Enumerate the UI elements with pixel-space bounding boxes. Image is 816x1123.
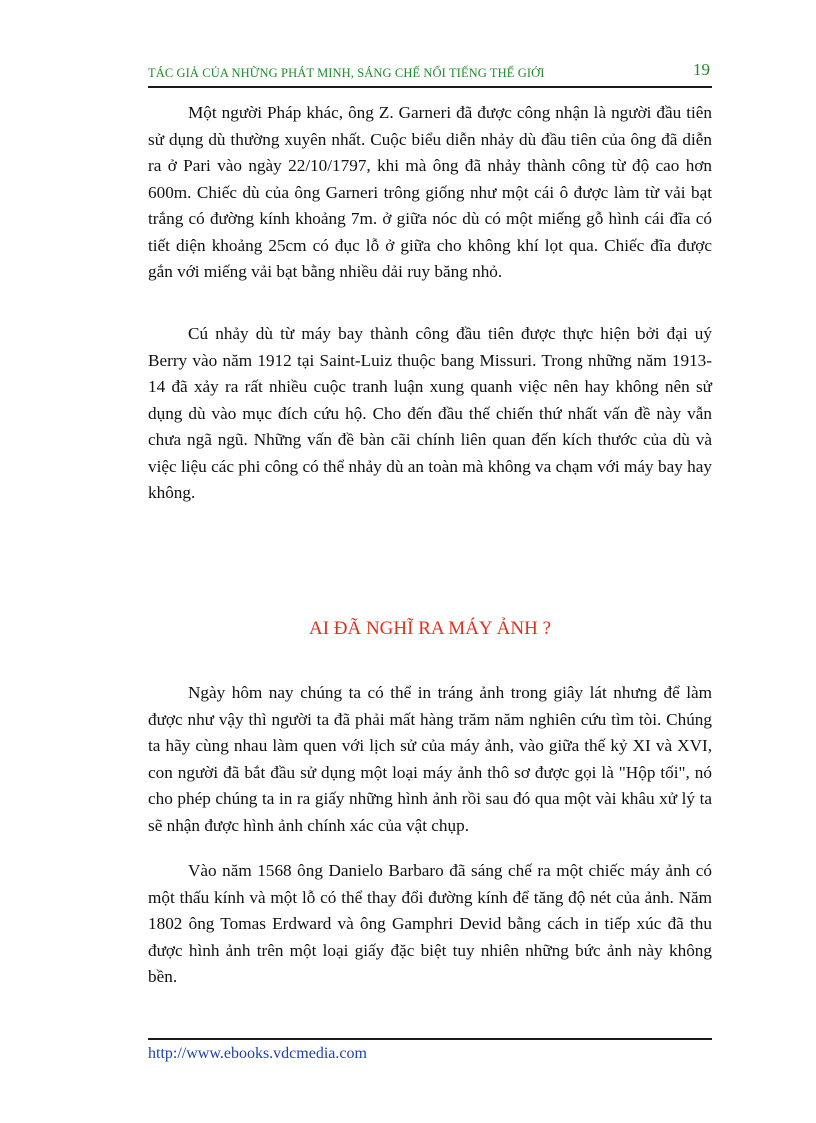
paragraph-parachute-berry: Cú nhảy dù từ máy bay thành công đầu tiên được thực hiện bởi đại uý Berry vào năm 1912 tại Saint-Luiz thuộc bang Missuri. Trong những năm 1913-14 đã xảy ra rất nhiều cuộc tranh luận xung quanh việc nên hay không nên sử dụng dù vào mục đích cứu hộ. Cho đến đầu thế chiến thứ nhất vấn đề này vẫn chưa ngã ngũ. Những vấn đề bàn cãi chính liên quan đến kích thước của dù và việc liệu các phi công có thể nhảy dù an toàn mà không va chạm với máy bay hay không. — [148, 324, 712, 502]
paragraph-camera-history: Ngày hôm nay chúng ta có thể in tráng ảnh trong giây lát nhưng để làm được như vậy thì người ta đã phải mất hàng trăm năm nghiên cứu tìm tòi. Chúng ta hãy cùng nhau làm quen với lịch sử của máy ảnh, vào giữa thế kỷ XI và XVI, con người đã bắt đầu sử dụng một loại máy ảnh thô sơ được gọi là "Hộp tối", nó cho phép chúng ta in ra giấy những hình ảnh rồi sau đó qua một vài khâu xử lý ta sẽ nhận được hình ảnh chính xác của vật chụp. — [148, 683, 712, 835]
page-number: 19 — [693, 60, 710, 79]
running-header-title: TÁC GIẢ CỦA NHỮNG PHÁT MINH, SÁNG CHẾ NỔI TIẾNG THẾ GIỚI — [148, 66, 545, 80]
section-heading: AI ĐÃ NGHĨ RA MÁY ẢNH ? — [308, 618, 552, 639]
paragraph-camera-barbaro: Vào năm 1568 ông Danielo Barbaro đã sáng chế ra một chiếc máy ảnh có một thấu kính và một lỗ có thể thay đổi đường kính để tăng độ nét của ảnh. Năm 1802 ông Tomas Erdward và ông Gamphri Devid bằng cách in tiếp xúc đã thu được hình ảnh trên một loại giấy đặc biệt tuy nhiên những bức ảnh này không bền. — [148, 861, 712, 986]
page-footer — [148, 1038, 712, 1063]
paragraph-parachute-garneri: Một người Pháp khác, ông Z. Garneri đã được công nhận là người đầu tiên sử dụng dù thường xuyên nhất. Cuộc biểu diễn nhảy dù đầu tiên của ông đã diễn ra ở Pari vào ngày 22/10/1797, khi mà ông đã nhảy thành công từ độ cao hơn 600m. Chiếc dù của ông Garneri trông giống như một cái ô được làm từ vải bạt trắng có đường kính khoảng 7m. ở giữa nóc dù có một miếng gỗ hình cái đĩa có tiết diện khoảng 25cm có đục lỗ ở giữa cho không khí lọt qua. Chiếc đĩa được gắn với miếng vải bạt bằng nhiều dải ruy băng nhỏ. — [148, 103, 712, 281]
page-header — [148, 58, 712, 88]
footer-website-link[interactable]: http://www.ebooks.vdcmedia.com — [148, 1045, 367, 1062]
